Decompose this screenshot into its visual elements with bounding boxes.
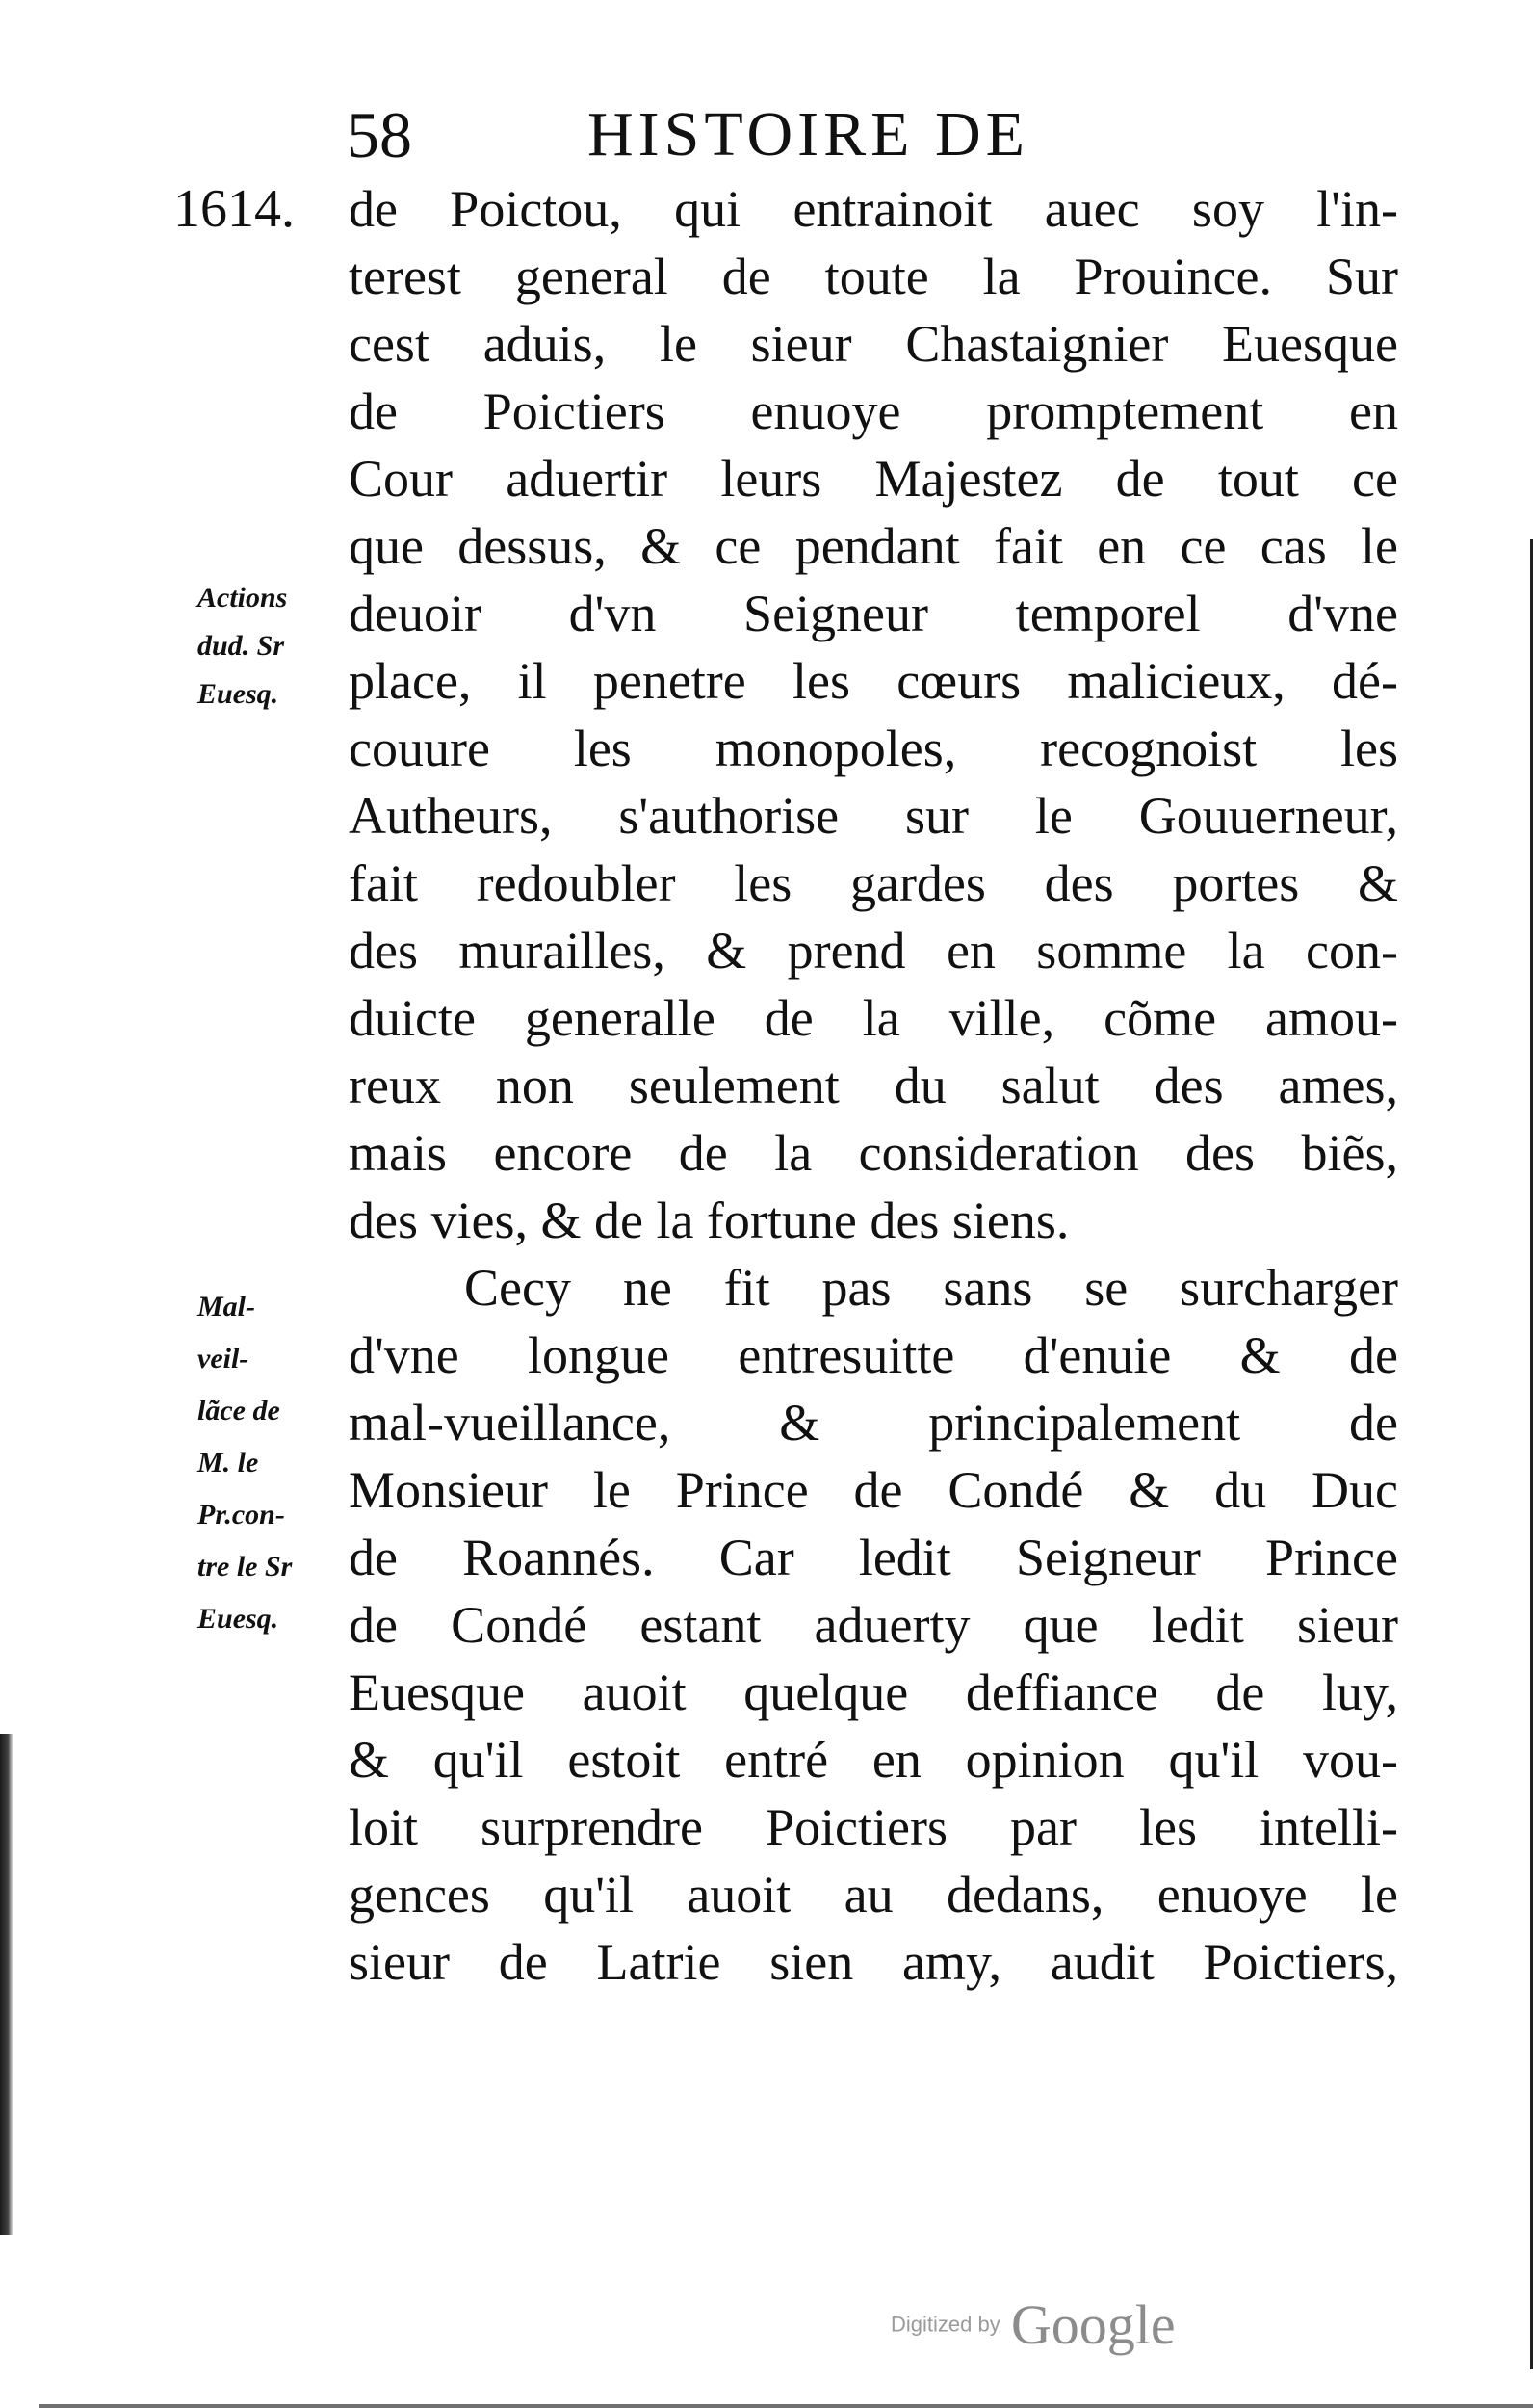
page-edge-bottom: [39, 2404, 1533, 2408]
margin-note-line: lãce de: [197, 1395, 280, 1426]
text-line: sieur de Latrie sien amy, audit Poictiers,: [349, 1933, 1398, 1991]
text-line: gences qu'il auoit au dedans, enuoye le: [349, 1866, 1398, 1924]
text-line: couure les monopoles, recognoist les: [349, 720, 1398, 777]
watermark-prefix: Digitized by: [891, 2312, 1000, 2337]
margin-note-line: M. le: [197, 1447, 259, 1479]
scan-shadow-left: [0, 1734, 13, 2235]
text-line: Monsieur le Prince de Condé & du Duc: [349, 1461, 1398, 1519]
running-title: HISTOIRE DE: [587, 99, 1029, 170]
text-line: duicte generalle de la ville, cõme amou-: [349, 989, 1398, 1047]
text-line: fait redoubler les gardes des portes &: [349, 854, 1398, 912]
margin-note-line: Euesq.: [197, 1603, 279, 1635]
text-line: Autheurs, s'authorise sur le Gouuerneur,: [349, 787, 1398, 845]
text-line: mal-vueillance, & principalement de: [349, 1394, 1398, 1452]
margin-note-line: tre le Sr: [197, 1551, 293, 1583]
text-line: reux non seulement du salut des ames,: [349, 1057, 1398, 1114]
text-line: Cecy ne fit pas sans se surcharger: [464, 1259, 1398, 1317]
google-logo: Google: [1010, 2293, 1176, 2356]
digitized-watermark: [891, 2292, 1176, 2369]
page-header: [347, 96, 1213, 173]
text-line: deuoir d'vn Seigneur temporel d'vne: [349, 585, 1398, 642]
text-line: loit surprendre Poictiers par les intelli-: [349, 1798, 1398, 1856]
text-line: Cour aduertir leurs Majestez de tout ce: [349, 450, 1398, 508]
text-line: d'vne longue entresuitte d'enuie & de: [349, 1326, 1398, 1384]
text-line: de Poictiers enuoye promptement en: [349, 382, 1398, 440]
text-line: de Roannés. Car ledit Seigneur Prince: [349, 1529, 1398, 1586]
text-line: & qu'il estoit entré en opinion qu'il vou-: [349, 1731, 1398, 1789]
margin-note-line: Actions: [197, 582, 288, 614]
margin-note-actions: [197, 574, 342, 719]
text-line: cest aduis, le sieur Chastaignier Euesque: [349, 315, 1398, 373]
text-line: de Poictou, qui entrainoit auec soy l'in-: [349, 180, 1398, 238]
margin-note-malveillance: [197, 1281, 351, 1645]
margin-note-line: dud. Sr: [197, 630, 285, 662]
text-line: Euesque auoit quelque deffiance de luy,: [349, 1663, 1398, 1721]
page-number: 58: [347, 98, 412, 171]
text-line: mais encore de la consideration des biẽs,: [349, 1124, 1398, 1182]
text-line: terest general de toute la Prouince. Sur: [349, 248, 1398, 305]
margin-year: 1614.: [173, 179, 295, 239]
margin-note-line: Euesq.: [197, 678, 279, 710]
margin-note-line: veil-: [197, 1343, 249, 1374]
text-line: des murailles, & prend en somme la con-: [349, 922, 1398, 980]
margin-note-line: Mal-: [197, 1291, 255, 1322]
body-text: [349, 175, 1398, 1996]
text-line: que dessus, & ce pendant fait en ce cas le: [349, 517, 1398, 575]
text-line: de Condé estant aduerty que ledit sieur: [349, 1596, 1398, 1654]
text-line: place, il penetre les cœurs malicieux, dé-: [349, 652, 1398, 710]
margin-note-line: Pr.con-: [197, 1499, 285, 1531]
text-line: des vies, & de la fortune des siens.: [349, 1191, 1070, 1249]
